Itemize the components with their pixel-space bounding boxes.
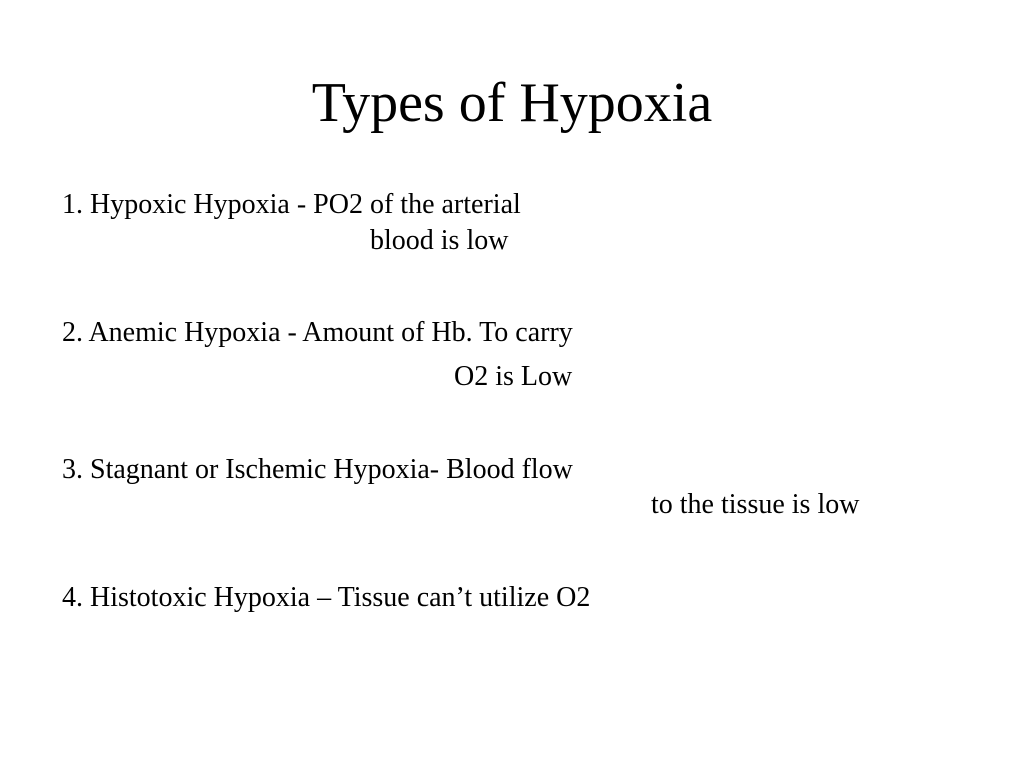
item-2-line-2: O2 is Low	[454, 361, 573, 392]
item-1-line-2: blood is low	[370, 225, 509, 256]
slide-title: Types of Hypoxia	[311, 72, 713, 134]
item-4-line-1: 4. Histotoxic Hypoxia – Tissue can’t utilize O2	[62, 582, 591, 613]
item-1-line-1: 1. Hypoxic Hypoxia - PO2 of the arterial	[62, 189, 521, 220]
item-2-line-1: 2. Anemic Hypoxia - Amount of Hb. To carry	[62, 317, 573, 348]
item-3-line-1: 3. Stagnant or Ischemic Hypoxia- Blood flow	[62, 454, 573, 485]
item-3-line-2: to the tissue is low	[651, 489, 860, 520]
